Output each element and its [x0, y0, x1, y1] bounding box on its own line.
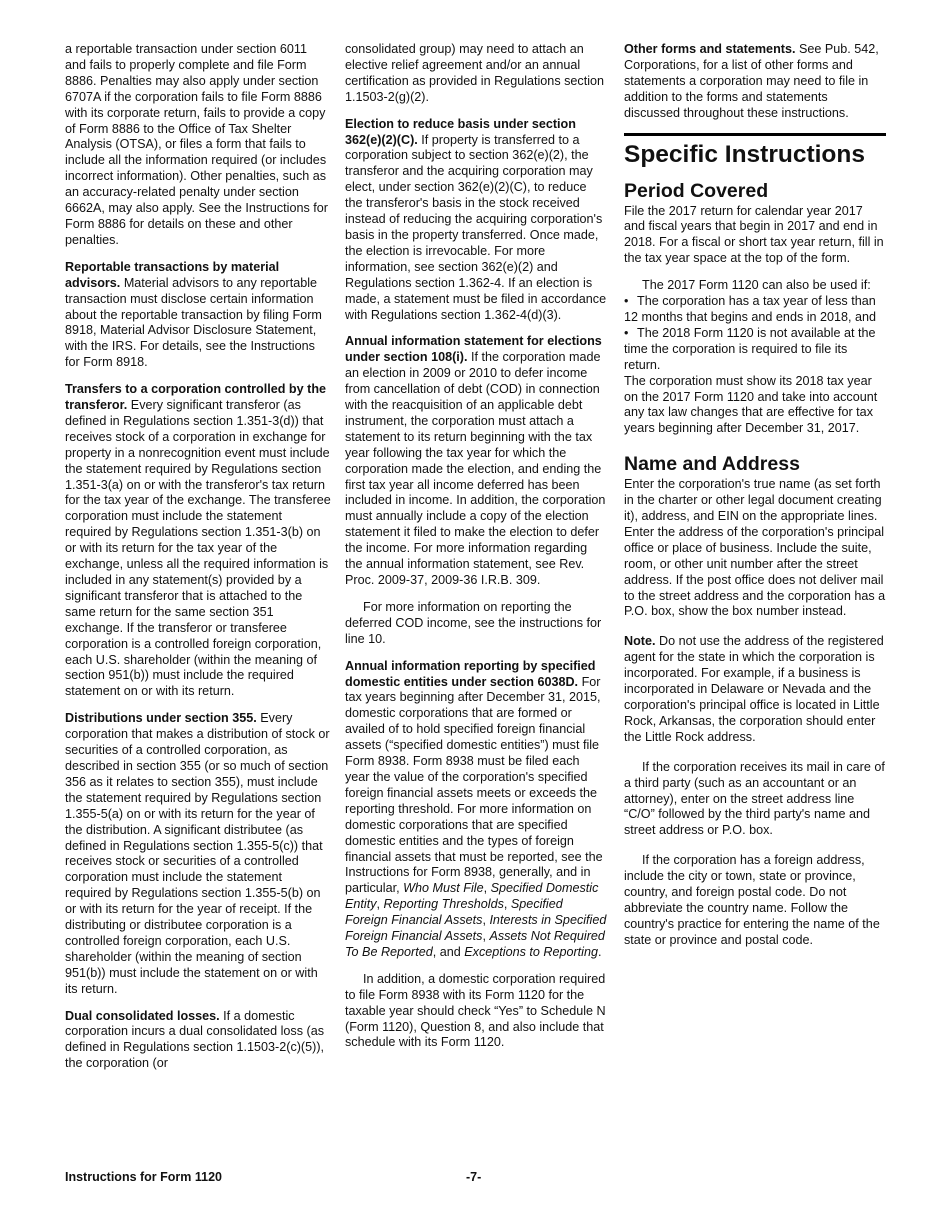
run-in-heading: Other forms and statements. [624, 42, 796, 56]
bullet-item: • The 2018 Form 1120 is not available at the time the corporation is required to file its return. [624, 325, 876, 372]
run-in-heading: Annual information reporting by specified domestic entities under section 6038D. [345, 658, 596, 689]
paragraph-period: File the 2017 return for calendar year 2017 and fiscal years that begin in 2017 and end in 2018. For a fiscal or short tax year return, fill in the tax year space at the top of the form. [624, 203, 884, 266]
paragraph-2018-tax-year: The corporation must show its 2018 tax year on the 2017 Form 1120 and take into account any tax law changes that are effective for tax years beginning after December 31, 2017. [624, 373, 878, 436]
paragraph-consolidated-group: consolidated group) may need to attach an elective relief agreement and/or an annual certification as provided in Regulations section 1.1503-2(g)(2). [345, 42, 605, 104]
paragraph-dual-losses: Dual consolidated losses. If a domestic corporation incurs a dual consolidated loss (as defined in Regulations section 1.1503-2(c)(5)), the corporation (or [65, 1008, 325, 1071]
paragraph-material-advisors: Reportable transactions by material advisors. Material advisors to any reportable transaction must disclose certain information about the reportable transaction by filing Form 8918, Material Advisor Disclosure Statement, with the IRS. For details, see the Instructions for Form 8918. [65, 259, 322, 370]
run-in-heading: Reportable transactions by material advisors. [65, 259, 280, 290]
paragraph-transfers: Transfers to a corporation controlled by the transferor. Every significant transferor (as defined in Regulations section 1.351-3(d)) that receives stock of a corporation in exchange for property in a nonrecognition event must include the statement required by Regulations section 1.351-3(a) on or with the transferor's tax return for the tax year of the exchange. The transferee corporation must include the statement required by Regulations section 1.351-3(b) on or with its return for the tax year of the exchange, unless all the required information is included in any statement(s) provided by a significant transferor that is attached to the same return for the same section 351 exchange. If the transferor or transferee corporation is a controlled foreign corporation, each U.S. shareholder (within the meaning of section 951(b)) must include the required statement on or with its return. [65, 382, 331, 699]
bullet-icon: • [624, 294, 629, 309]
paragraph-other-forms: Other forms and statements. See Pub. 542, Corporations, for a list of other forms and statements a corporation may need to file in addition to the forms and statements discussed throughout these instructions. [624, 42, 879, 120]
paragraph-election-362: Election to reduce basis under section 362(e)(2)(C). If property is transferred to a corporation subject to section 362(e)(2), the transferor and the acquiring corporation may elect, under section 362(e)(2)(C), to reduce the transferor's basis in the stock received instead of reducing the acquiring corporation's basis in the property transferred. Once made, the election is irrevocable. For more information, see section 362(e)(2) and Regulations section 1.362-4. If an election is made, a statement must be filed in accordance with Regulations section 1.362-4(d)(3). [345, 116, 607, 322]
run-in-heading: Election to reduce basis under section 362(e)(2)(C). [345, 116, 576, 147]
paragraph-distributions: Distributions under section 355. Every corporation that makes a distribution of stock or securities of a controlled corporation, as described in section 355 (or so much of section 356 as it relates to section 355), must include the statement required by Regulations section 1.355-5(a) on or with its return for the year of the distribution. A significant distributee (as defined in Regulations section 1.355-5(c)) that receives stock or securities of a controlled corporation must include the statement required by Regulations section 1.355-5(b) on or with its return for the year of receipt. If the distributing or distributee corporation is a controlled foreign corporation, each U.S. shareholder (within the meaning of section 951(b)) must include the statement on or with its return. [65, 711, 330, 996]
subheading-period-covered: Period Covered [624, 179, 769, 202]
section-heading-specific-instructions: Specific Instructions [624, 140, 865, 168]
paragraph-also-used: The 2017 Form 1120 can also be used if: [642, 278, 871, 293]
footer-form-label: Instructions for Form 1120 [65, 1170, 222, 1184]
footer-page-number: -7- [466, 1170, 482, 1184]
paragraph-true-name: Enter the corporation's true name (as set forth in the charter or other legal document creating it), address, and EIN on the appropriate lines. Enter the address of the corporation's principal office or place of business. Include the suite, room, or other unit number after the street address. If the post office does not deliver mail to the street address and the corporation has a P.O. box, show the box number instead. [624, 477, 886, 619]
column-middle [345, 42, 607, 1062]
paragraph-foreign-address: If the corporation has a foreign address, include the city or town, state or province, country, and foreign postal code. Do not abbreviate the country name. Follow the country's practice for entering the name of the state or province and postal code. [624, 853, 880, 947]
paragraph-cod-income: For more information on reporting the deferred COD income, see the instructions for line 10. [345, 599, 602, 646]
subheading-name-and-address: Name and Address [624, 453, 800, 476]
run-in-heading: Distributions under section 355. [65, 711, 257, 726]
paragraph-section-108i: Annual information statement for elections under section 108(i). If the corporation made an election in 2009 or 2010 to defer income from cancellation of debt (COD) in connection with the reacquisition of an applicable debt instrument, the corporation must attach a statement to its return beginning with the tax year following the tax year for which the corporation made the election, and ending the first tax year all income deferred has been included in income. In addition, the corporation must annually include a copy of the election statement it filed to make the election to defer the income. For more information regarding the annual information statement, see Rev. Proc. 2009-37, 2009-36 I.R.B. 309. [345, 334, 606, 587]
paragraph-penalties: a reportable transaction under section 6011 and fails to properly complete and file Form 8886. Penalties may also apply under section 6707A if the corporation fails to file Form 8886 with its corporate return, fails to provide a copy of Form 8886 to the Office of Tax Shelter Analysis (OTSA), or files a form that fails to include all the information required (or includes incorrect information). Other penalties, such as an accuracy-related penalty under section 6662A, may also apply. See the Instructions for Form 8886 for details on these and other penalties. [65, 42, 328, 247]
column-right [624, 42, 886, 960]
bullet-item: • The corporation has a tax year of less than 12 months that begins and ends in 2018, and [624, 294, 877, 324]
run-in-heading: Dual consolidated losses. [65, 1008, 220, 1023]
paragraph-form-8938: In addition, a domestic corporation required to file Form 8938 with its Form 1120 for the taxable year should check “Yes” to Schedule N (Form 1120), Question 8, and also include that schedule with its Form 1120. [345, 971, 606, 1050]
paragraph-note: Note. Do not use the address of the registered agent for the state in which the corporation is incorporated. For example, if a business is incorporated in Delaware or Nevada and the corporation's principal office is located in Little Rock, Arkansas, the corporation should enter the Little Rock address. [624, 634, 884, 744]
paragraph-section-6038d: Annual information reporting by specified domestic entities under section 6038D. For tax years beginning after December 31, 2015, domestic corporations that are formed or availed of to hold specified foreign financial assets (“specified domestic entities”) must file Form 8938. Form 8938 must be filed each year the value of the corporation's specified foreign financial assets meets or exceeds the reporting threshold. For more information on domestic corporations that are specified domestic entities and the types of foreign financial assets that must be reported, see the Instructions for Form 8938, generally, and in particular, Who Must File, Specified Domestic Entity, Reporting Thresholds, Specified Foreign Financial Assets, Interests in Specified Foreign Financial Assets, Assets Not Required To Be Reported, and Exceptions to Reporting. [345, 658, 607, 959]
run-in-heading: Transfers to a corporation controlled by the transferor. [65, 382, 327, 413]
column-left [65, 42, 331, 1083]
bullet-icon: • [624, 325, 629, 340]
paragraph-third-party: If the corporation receives its mail in care of a third party (such as an accountant or an attorney), enter on the street address line “C/O” followed by the third party's name and street address or P.O. box. [624, 759, 885, 838]
run-in-heading: Annual information statement for elections under section 108(i). [345, 334, 602, 365]
section-divider [624, 133, 886, 136]
note-label: Note. [624, 634, 656, 649]
